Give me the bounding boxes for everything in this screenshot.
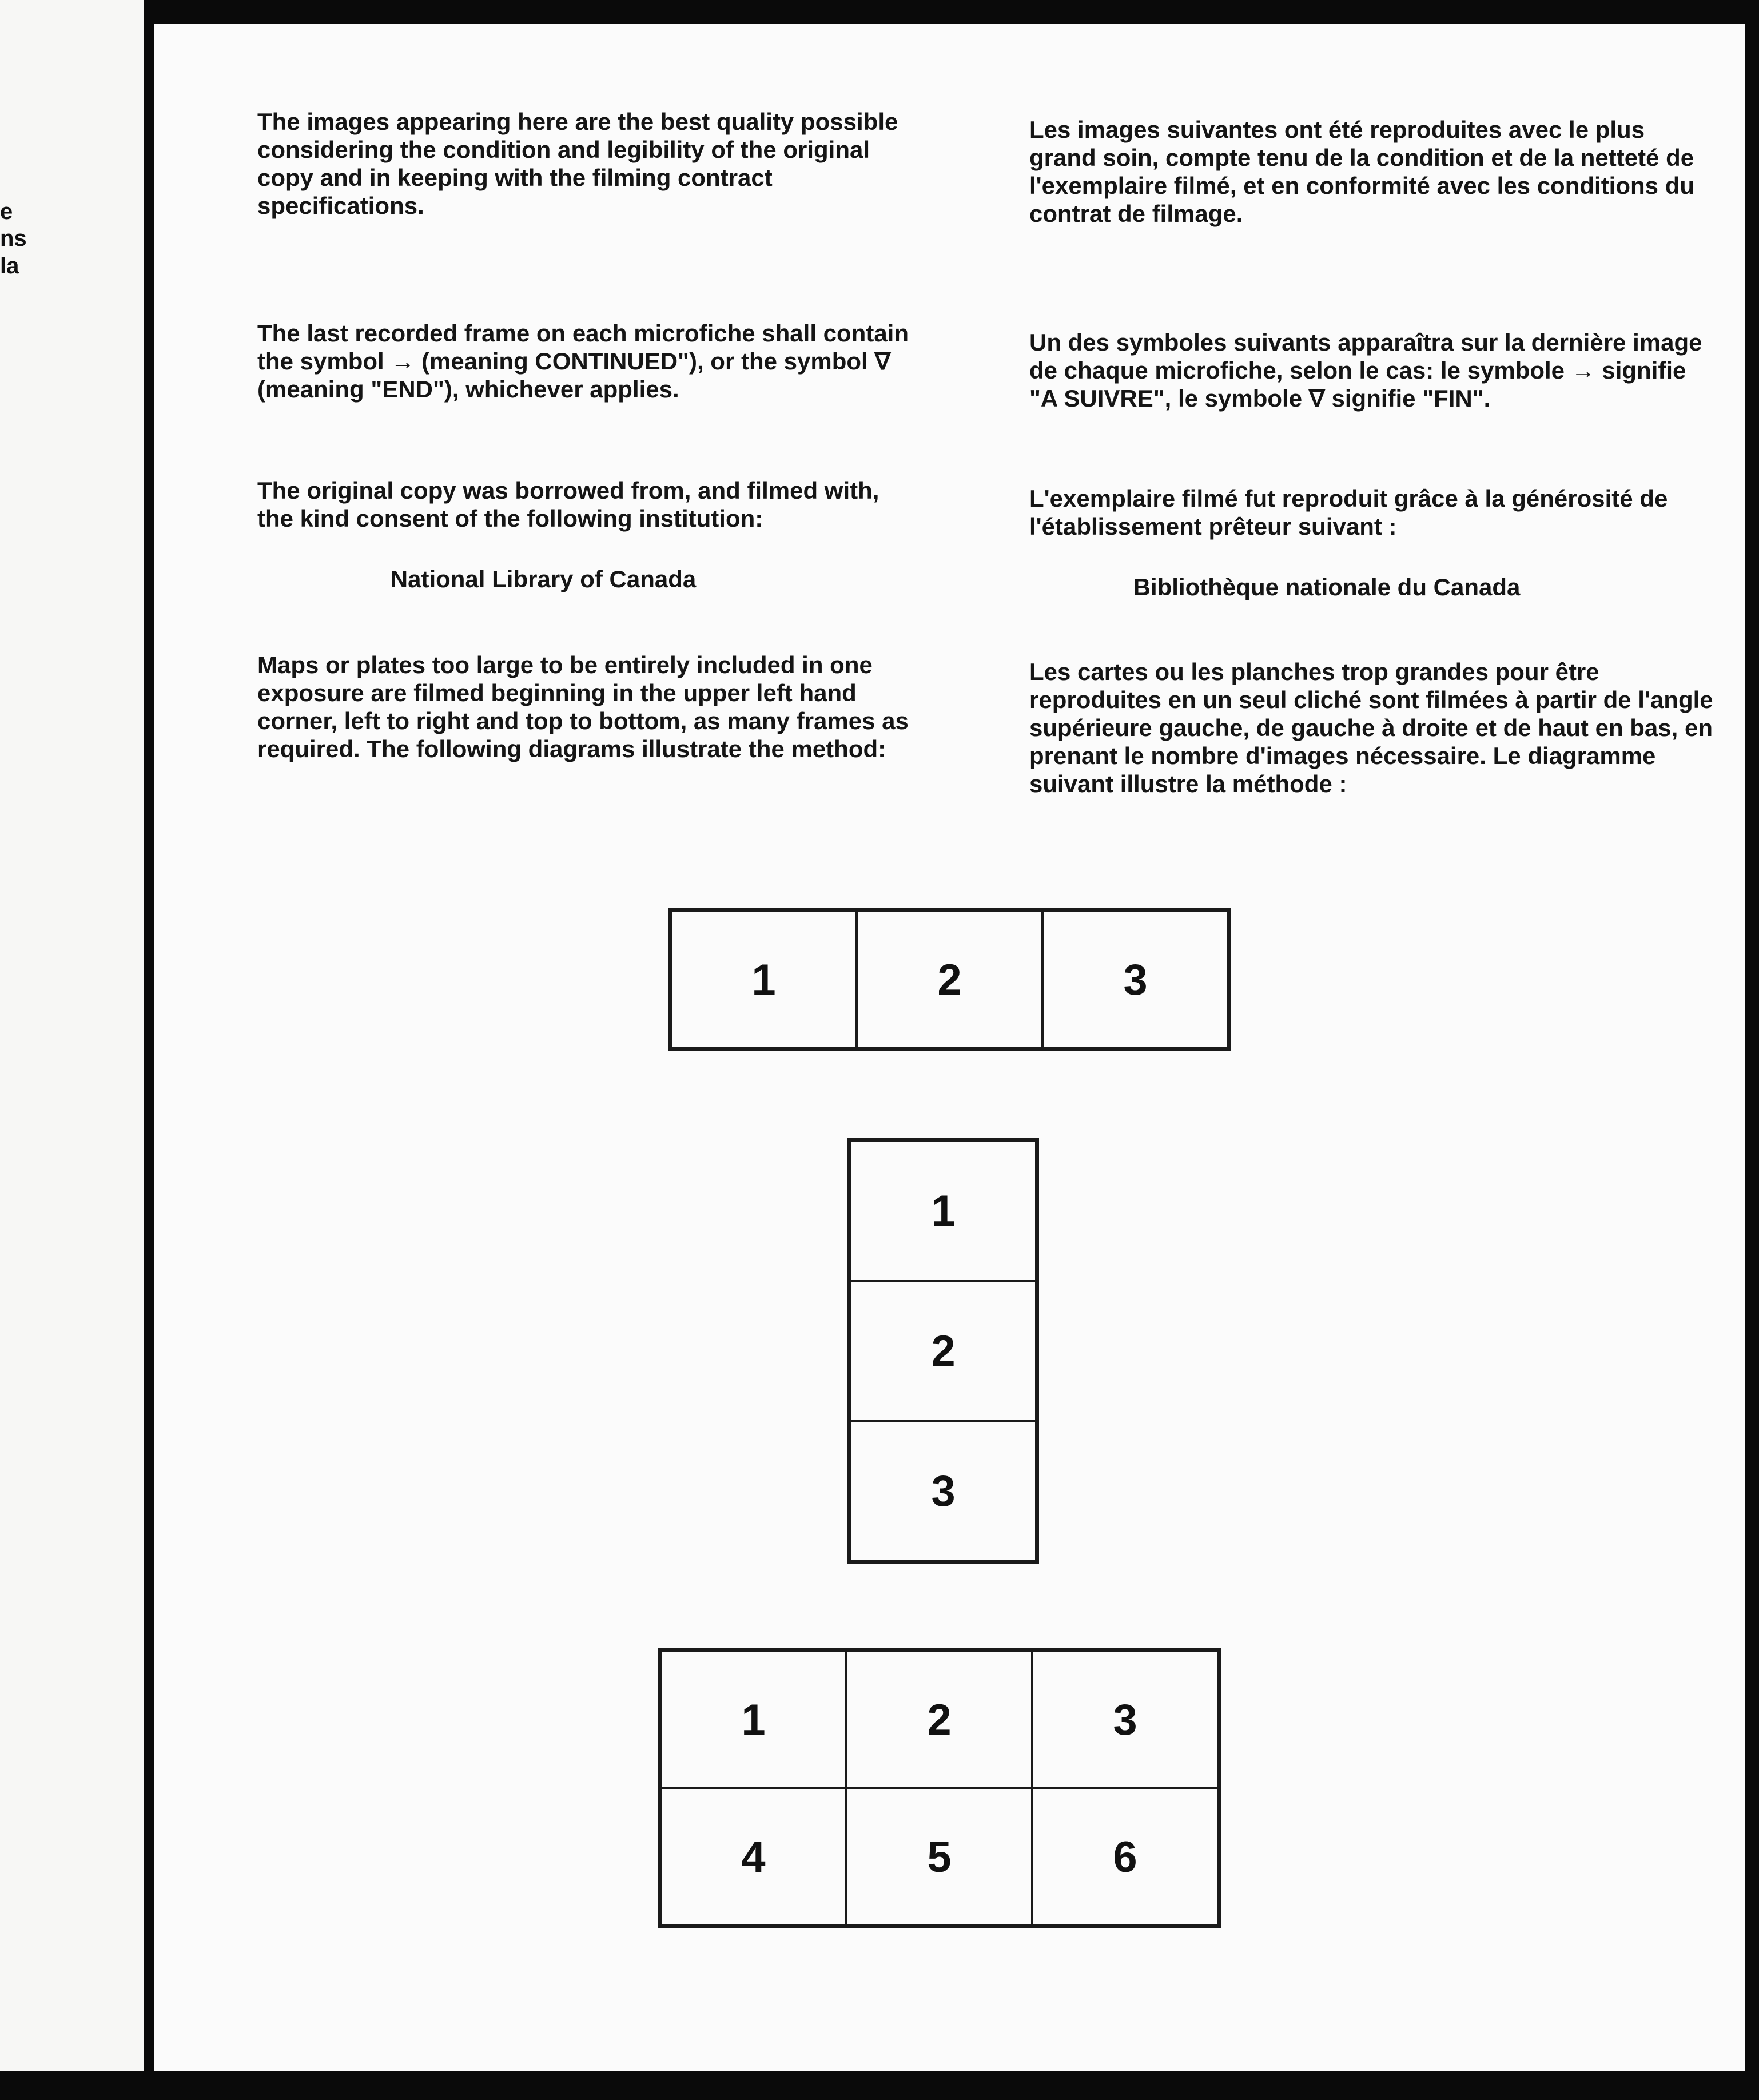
english-maps-paragraph: Maps or plates too large to be entirely included in one exposure are filmed beginning in the upper left hand corner, left to right and top to bottom, as many frames as required. The following diagrams illustrate the method: xyxy=(257,651,909,762)
french-institution: Bibliothèque nationale du Canada xyxy=(1133,574,1521,600)
frame-cell: 5 xyxy=(846,1788,1032,1926)
frame-cell: 4 xyxy=(660,1788,846,1926)
frame-cell: 3 xyxy=(850,1421,1036,1561)
previous-page-strip xyxy=(0,0,144,2071)
document-page xyxy=(154,24,1745,2071)
frame-cell: 1 xyxy=(850,1141,1036,1281)
frame-cell: 2 xyxy=(857,911,1042,1048)
frame-cell: 2 xyxy=(846,1651,1032,1788)
previous-page-fragment: ns xyxy=(0,226,27,251)
french-maps-paragraph: Les cartes ou les planches trop grandes pour être reproduites en un seul cliché sont filmées à partir de l'angle supérieure gauche, de gauche à droite et de haut en bas, en prenant le nombre d'images nécessaire. Le diagramme suivant illustre la méthode : xyxy=(1029,658,1713,797)
diagram-horizontal xyxy=(668,908,1231,1051)
frame-cell: 6 xyxy=(1032,1788,1218,1926)
frame-cell: 3 xyxy=(1042,911,1228,1048)
english-symbols-paragraph: The last recorded frame on each microfiche shall contain the symbol → (meaning CONTINUED"), or the symbol ∇ (meaning "END"), whichever applies. xyxy=(257,320,909,403)
previous-page-fragment: la xyxy=(0,253,19,279)
french-quality-paragraph: Les images suivantes ont été reproduites avec le plus grand soin, compte tenu de la condition et de la netteté de l'exemplaire filmé, et en conformité avec les conditions du contrat de filmage. xyxy=(1029,116,1694,227)
french-column xyxy=(1029,116,1716,859)
english-institution: National Library of Canada xyxy=(390,566,697,592)
frame-cell: 1 xyxy=(671,911,857,1048)
french-borrowed-paragraph: L'exemplaire filmé fut reproduit grâce à la générosité de l'établissement prêteur suivant : xyxy=(1029,485,1668,540)
frame-cell: 2 xyxy=(850,1281,1036,1421)
frame-cell: 3 xyxy=(1032,1651,1218,1788)
french-symbols-paragraph: Un des symboles suivants apparaîtra sur la dernière image de chaque microfiche, selon le cas: le symbole → signifie "A SUIVRE", le symbole ∇ signifie "FIN". xyxy=(1029,329,1702,412)
frame-cell: 1 xyxy=(660,1651,846,1788)
english-column xyxy=(257,108,915,851)
diagram-grid xyxy=(658,1648,1221,1928)
diagram-vertical xyxy=(847,1138,1039,1564)
previous-page-fragment: e xyxy=(0,199,13,224)
english-borrowed-paragraph: The original copy was borrowed from, and filmed with, the kind consent of the following institution: xyxy=(257,477,880,532)
english-quality-paragraph: The images appearing here are the best quality possible considering the condition and legibility of the original copy and in keeping with the filming contract specifications. xyxy=(257,108,898,219)
